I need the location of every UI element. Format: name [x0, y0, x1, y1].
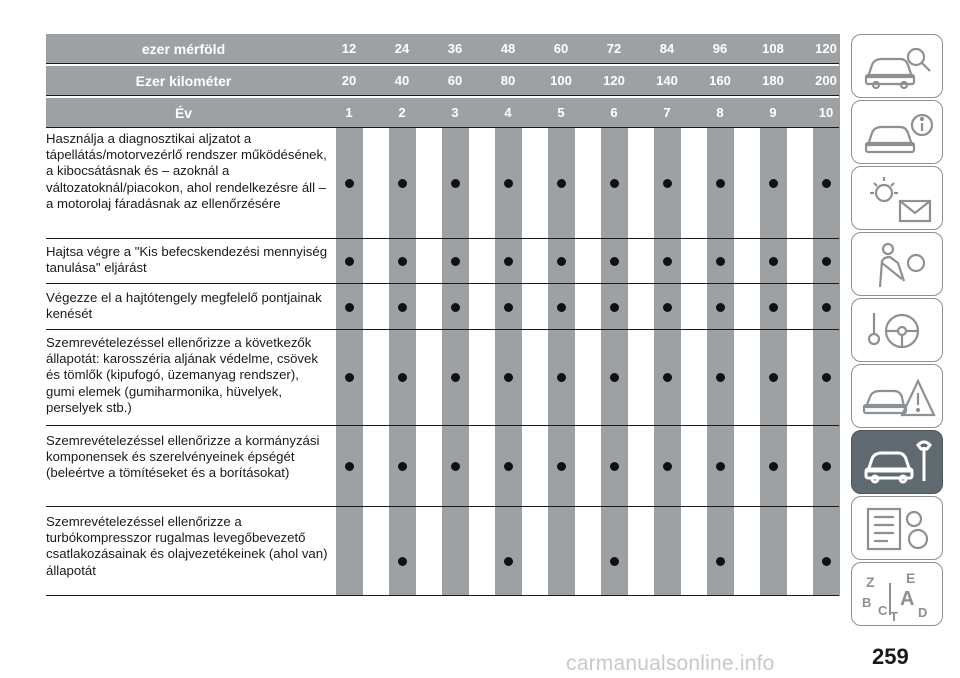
- schedule-dot: [504, 257, 513, 266]
- header-value: 60: [447, 73, 463, 88]
- header-value: 200: [815, 73, 837, 88]
- watermark: carmanualsonline.info: [566, 652, 775, 675]
- header-value: 3: [451, 105, 459, 120]
- svg-text:Z: Z: [866, 574, 875, 590]
- schedule-dot: [822, 303, 831, 312]
- schedule-dot: [504, 462, 513, 471]
- schedule-dot: [769, 373, 778, 382]
- schedule-dot: [822, 179, 831, 188]
- schedule-dot: [398, 373, 407, 382]
- schedule-dot: [610, 303, 619, 312]
- header-value: 20: [341, 73, 357, 88]
- row-divider: [46, 238, 839, 239]
- header-label: Ezer kilométer: [135, 73, 232, 89]
- nav-tab-warning-lights[interactable]: [851, 166, 943, 230]
- schedule-dot: [822, 373, 831, 382]
- schedule-dot: [504, 179, 513, 188]
- header-value: 1: [345, 105, 353, 120]
- nav-tab-servicing-maintenance[interactable]: [851, 430, 943, 494]
- schedule-dot: [451, 373, 460, 382]
- schedule-dot: [822, 462, 831, 471]
- steering-key-icon: [860, 305, 936, 357]
- header-value: 180: [762, 73, 784, 88]
- header-value: 120: [603, 73, 625, 88]
- schedule-dot: [716, 557, 725, 566]
- schedule-dot: [610, 373, 619, 382]
- header-row-year: [46, 98, 839, 128]
- header-value: 120: [815, 41, 837, 56]
- task-description: Szemrevételezéssel ellenőrizze a következők állapotát: karosszéria aljának védelme, csövek és tömlők (kipufogó, üzemanyag rendszer), gumi elemek (gumiharmonika, hüvelyek, perselyek stb.): [46, 335, 318, 415]
- schedule-dot: [822, 557, 831, 566]
- schedule-dot: [716, 179, 725, 188]
- row-divider: [46, 95, 839, 96]
- nav-tab-starting-driving[interactable]: [851, 298, 943, 362]
- car-maintenance-icon: [860, 437, 936, 489]
- task-description: Szemrevételezéssel ellenőrizze a kormányzási komponensek és szerelvényeinek épségét (beleértve a tömítéseket és a borításokat): [46, 433, 320, 481]
- schedule-dot: [610, 462, 619, 471]
- header-row-km: [46, 66, 839, 96]
- row-divider: [46, 283, 839, 284]
- maintenance-schedule-table: [46, 34, 839, 596]
- schedule-dot: [398, 303, 407, 312]
- row-divider: [46, 595, 839, 596]
- schedule-dot: [504, 303, 513, 312]
- schedule-dot: [610, 557, 619, 566]
- svg-text:C: C: [878, 603, 888, 618]
- task-description: Szemrevételezéssel ellenőrizze a turbókompresszor rugalmas levegőbevezető csatlakozásainak és olajvezetékeinek (ahol van) állapotát: [46, 514, 328, 578]
- schedule-dot: [663, 373, 672, 382]
- header-value: 5: [557, 105, 565, 120]
- header-value: 24: [394, 41, 410, 56]
- car-search-icon: [860, 41, 936, 93]
- svg-text:B: B: [862, 595, 872, 610]
- header-value: 36: [447, 41, 463, 56]
- header-value: 80: [500, 73, 516, 88]
- row-divider: [46, 506, 839, 507]
- car-breakdown-warning-icon: [860, 371, 936, 423]
- schedule-dot: [663, 179, 672, 188]
- schedule-dot: [716, 462, 725, 471]
- schedule-dot: [663, 303, 672, 312]
- schedule-dot: [769, 257, 778, 266]
- schedule-dot: [769, 303, 778, 312]
- task-description: Végezze el a hajtótengely megfelelő pontjainak kenését: [46, 290, 322, 322]
- svg-text:D: D: [918, 605, 928, 620]
- schedule-dot: [398, 257, 407, 266]
- header-value: 100: [550, 73, 572, 88]
- header-value: 10: [818, 105, 834, 120]
- page-number: 259: [872, 644, 909, 669]
- schedule-dot: [345, 462, 354, 471]
- technical-data-icon: [860, 503, 936, 555]
- header-value: 12: [341, 41, 357, 56]
- schedule-dot: [451, 303, 460, 312]
- schedule-dot: [716, 257, 725, 266]
- schedule-dot: [345, 303, 354, 312]
- schedule-dot: [663, 462, 672, 471]
- header-value: 4: [504, 105, 512, 120]
- nav-tab-instrument-panel[interactable]: [851, 100, 943, 164]
- schedule-dot: [610, 257, 619, 266]
- schedule-dot: [345, 257, 354, 266]
- header-value: 7: [663, 105, 671, 120]
- header-value: 140: [656, 73, 678, 88]
- row-divider: [46, 127, 839, 128]
- nav-tab-in-an-emergency[interactable]: [851, 364, 943, 428]
- schedule-dot: [345, 179, 354, 188]
- schedule-dot: [557, 303, 566, 312]
- nav-tab-technical-specifications[interactable]: [851, 496, 943, 560]
- header-value: 40: [394, 73, 410, 88]
- header-value: 108: [762, 41, 784, 56]
- task-description: Hajtsa végre a "Kis befecskendezési mennyiség tanulása" eljárást: [46, 244, 328, 276]
- warning-light-message-icon: [860, 173, 936, 225]
- schedule-dot: [557, 373, 566, 382]
- row-divider: [46, 425, 839, 426]
- schedule-dot: [345, 373, 354, 382]
- schedule-dot: [504, 373, 513, 382]
- header-label: ezer mérföld: [141, 41, 226, 57]
- nav-tab-getting-to-know-car[interactable]: [851, 34, 943, 98]
- schedule-dot: [504, 557, 513, 566]
- schedule-dot: [716, 373, 725, 382]
- header-value: 2: [398, 105, 406, 120]
- svg-text:T: T: [890, 609, 898, 621]
- schedule-dot: [451, 257, 460, 266]
- header-value: 8: [716, 105, 724, 120]
- schedule-dot: [451, 462, 460, 471]
- schedule-dot: [451, 179, 460, 188]
- svg-text:A: A: [900, 588, 915, 610]
- nav-tab-safety[interactable]: [851, 232, 943, 296]
- schedule-dot: [557, 257, 566, 266]
- header-value: 6: [610, 105, 618, 120]
- schedule-dot: [663, 257, 672, 266]
- header-label: Év: [174, 105, 193, 121]
- schedule-dot: [769, 179, 778, 188]
- schedule-dot: [398, 179, 407, 188]
- schedule-dot: [610, 179, 619, 188]
- schedule-dot: [716, 303, 725, 312]
- schedule-dot: [557, 179, 566, 188]
- schedule-dot: [398, 557, 407, 566]
- header-value: 160: [709, 73, 731, 88]
- schedule-dot: [398, 462, 407, 471]
- schedule-dot: [557, 462, 566, 471]
- car-info-icon: [860, 107, 936, 159]
- header-value: 9: [769, 105, 777, 120]
- header-value: 96: [712, 41, 728, 56]
- header-value: 72: [606, 41, 622, 56]
- schedule-dot: [769, 462, 778, 471]
- header-row-miles: [46, 34, 839, 64]
- nav-tab-index[interactable]: [851, 562, 943, 626]
- svg-text:E: E: [906, 570, 916, 586]
- task-description: Használja a diagnosztikai aljzatot a tápellátás/motorvezérlő rendszer működésének, a kibocsátásnak és – azoknál a változatoknál/piacokon, ahol rendelkezésre áll – a motorolaj fáradásnak az ellenőrzésére: [46, 131, 327, 211]
- row-divider: [46, 329, 839, 330]
- seatbelt-airbag-icon: [860, 239, 936, 291]
- header-value: 84: [659, 41, 675, 56]
- row-divider: [46, 63, 839, 64]
- schedule-dot: [822, 257, 831, 266]
- header-value: 48: [500, 41, 516, 56]
- header-value: 60: [553, 41, 569, 56]
- alphabetical-index-icon: [860, 569, 936, 621]
